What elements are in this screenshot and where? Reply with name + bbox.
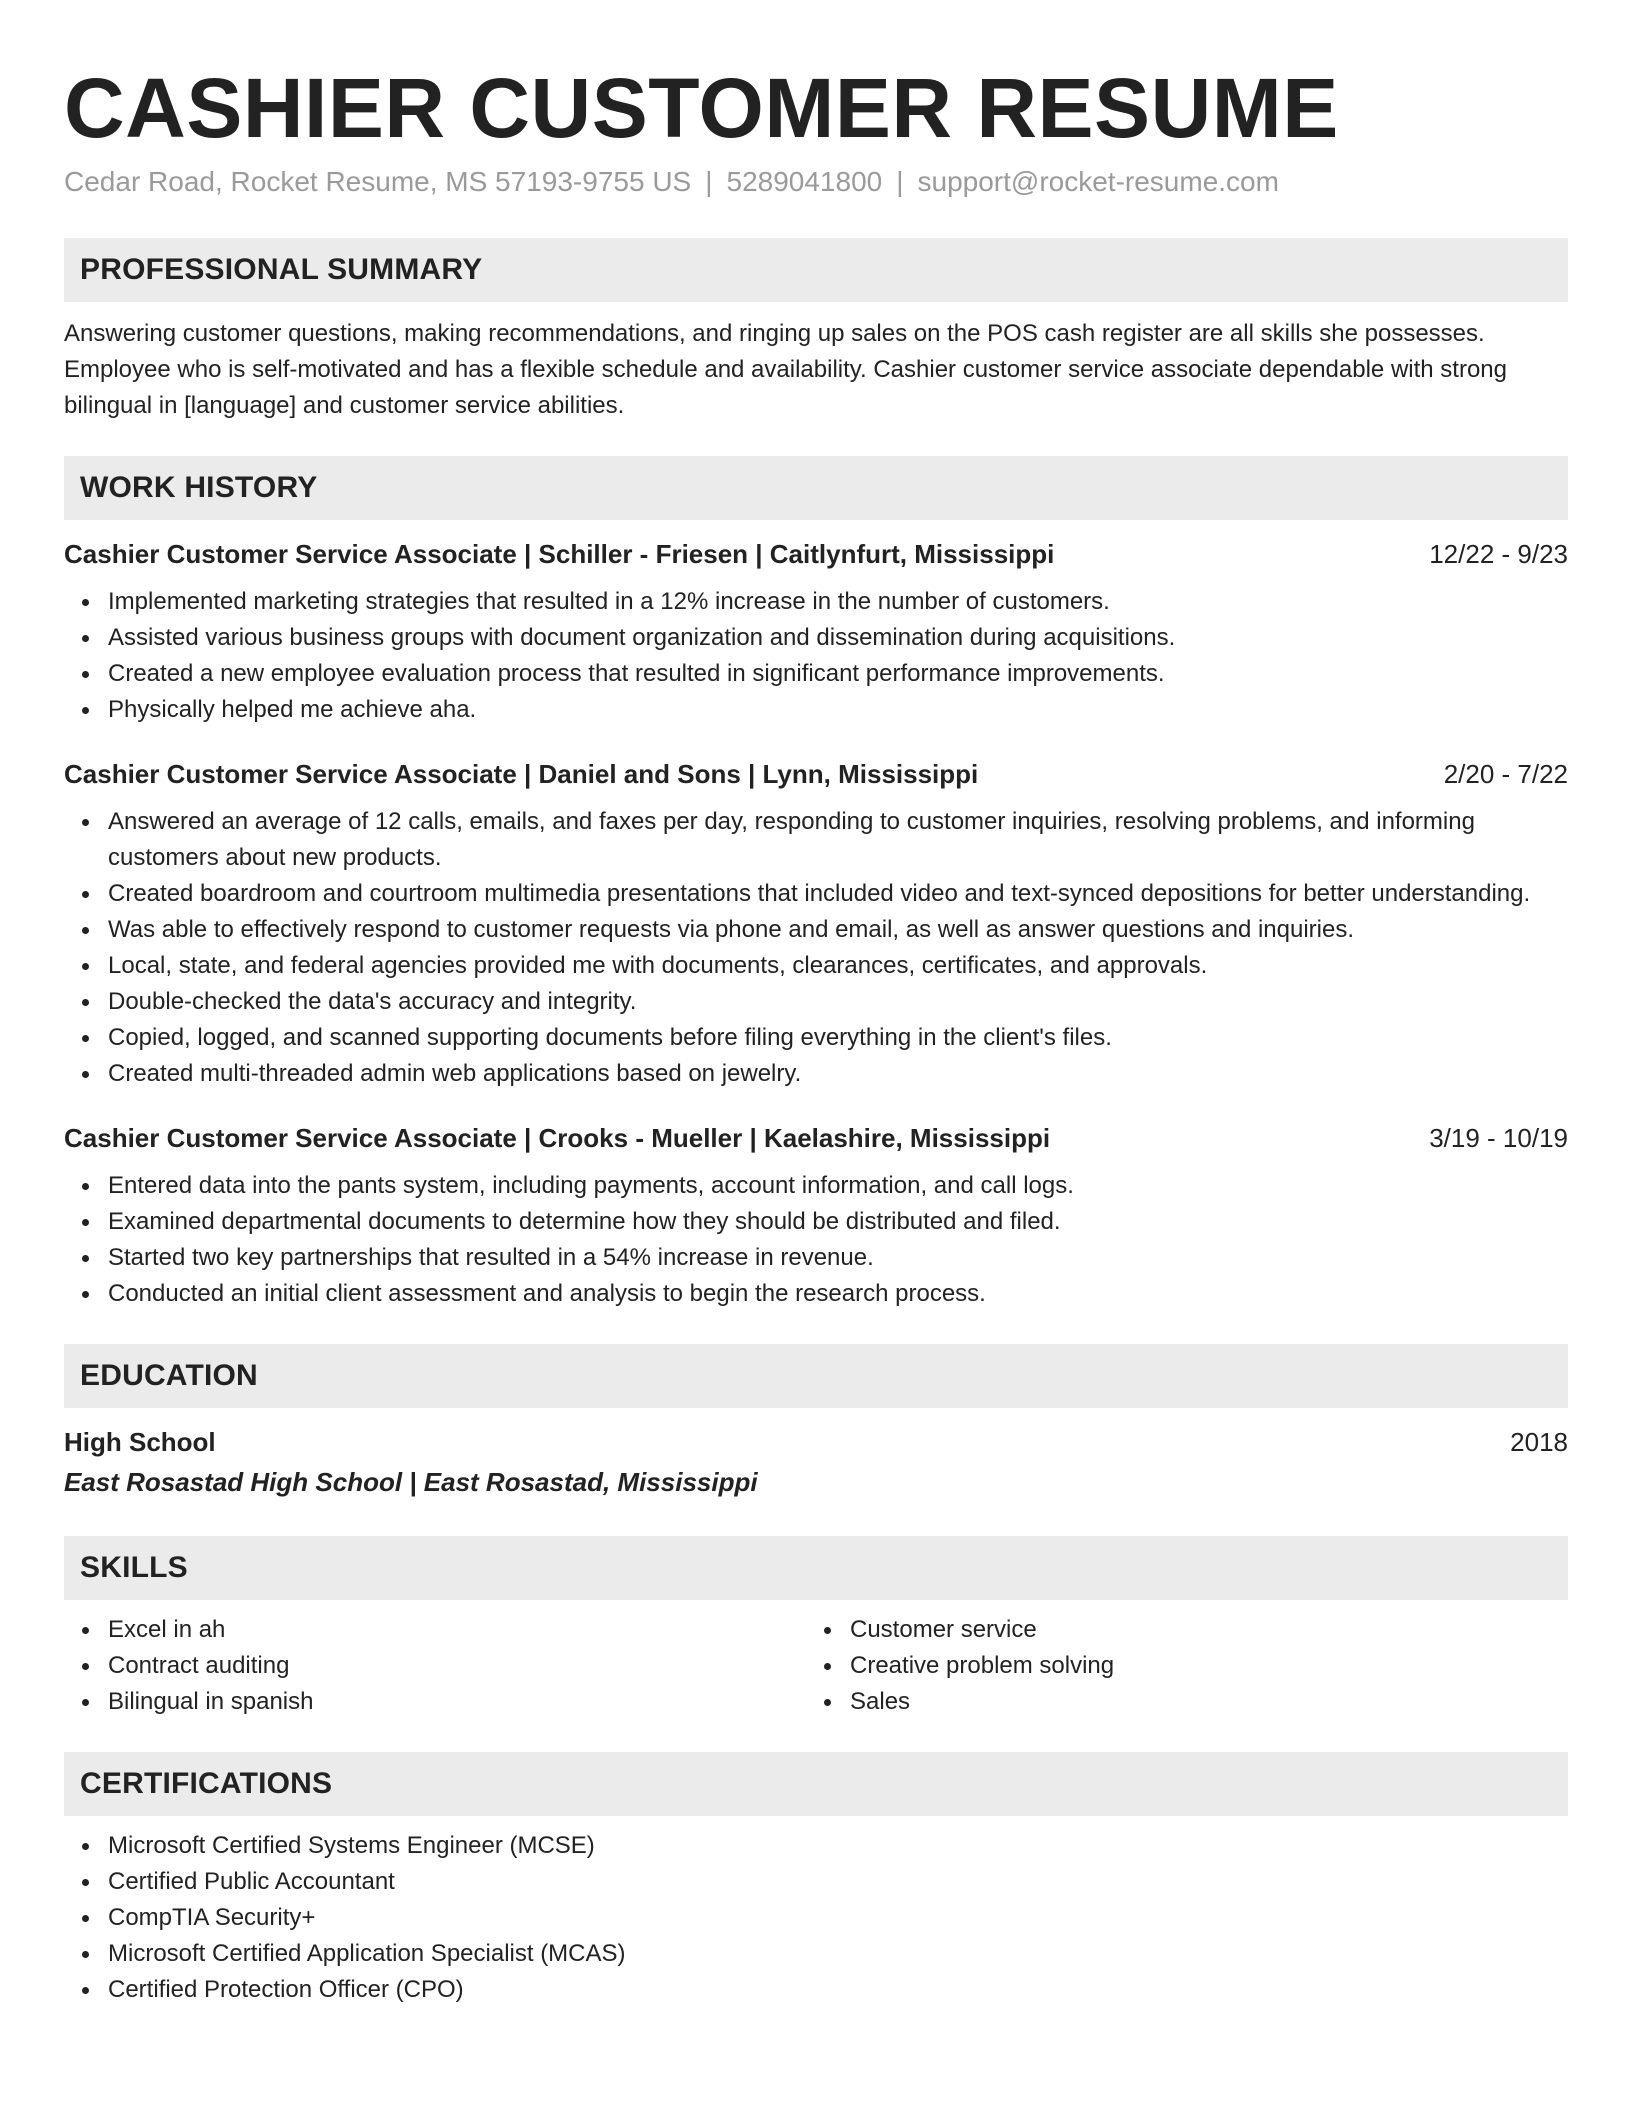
job-title: Cashier Customer Service Associate | Schiller - Friesen | Caitlynfurt, Mississippi bbox=[64, 539, 1055, 569]
job-heading-row bbox=[64, 756, 1568, 792]
education-degree: High School bbox=[64, 1427, 216, 1457]
certification-item: Microsoft Certified Systems Engineer (MCSE) bbox=[108, 1828, 1568, 1864]
job-bullet: Local, state, and federal agencies provided me with documents, clearances, certificates, and approvals. bbox=[108, 948, 1568, 984]
job-bullet: Answered an average of 12 calls, emails, and faxes per day, responding to customer inquiries, resolving problems, and informing customers about new products. bbox=[108, 804, 1568, 876]
contact-phone: 5289041800 bbox=[726, 166, 883, 197]
skills-list-right bbox=[806, 1612, 1548, 1720]
contact-email: support@rocket-resume.com bbox=[917, 166, 1279, 197]
job-dates: 3/19 - 10/19 bbox=[1429, 1123, 1568, 1153]
job-bullet: Conducted an initial client assessment and analysis to begin the research process. bbox=[108, 1276, 1568, 1312]
skill-item: Bilingual in spanish bbox=[108, 1684, 806, 1720]
certification-item: CompTIA Security+ bbox=[108, 1900, 1568, 1936]
certifications-list bbox=[64, 1828, 1568, 2008]
contact-separator: | bbox=[896, 166, 904, 197]
job-title: Cashier Customer Service Associate | Crooks - Mueller | Kaelashire, Mississippi bbox=[64, 1123, 1051, 1153]
education-year: 2018 bbox=[1510, 1427, 1568, 1457]
job-bullets bbox=[64, 804, 1568, 1092]
education-heading-row bbox=[64, 1424, 1568, 1460]
section-header-certifications: CERTIFICATIONS bbox=[64, 1752, 1568, 1816]
section-header-education: EDUCATION bbox=[64, 1344, 1568, 1408]
job-bullet: Created a new employee evaluation process that resulted in significant performance improvements. bbox=[108, 656, 1568, 692]
education-entry bbox=[64, 1424, 1568, 1500]
job-entry bbox=[64, 756, 1568, 1092]
skill-item: Sales bbox=[850, 1684, 1548, 1720]
job-bullet: Assisted various business groups with document organization and dissemination during acquisitions. bbox=[108, 620, 1568, 656]
job-entry bbox=[64, 536, 1568, 728]
job-bullet: Created boardroom and courtroom multimedia presentations that included video and text-synced depositions for better understanding. bbox=[108, 876, 1568, 912]
job-title: Cashier Customer Service Associate | Daniel and Sons | Lynn, Mississippi bbox=[64, 759, 979, 789]
skill-item: Contract auditing bbox=[108, 1648, 806, 1684]
education-school: East Rosastad High School | East Rosastad, Mississippi bbox=[64, 1467, 758, 1497]
skills-columns bbox=[64, 1600, 1568, 1720]
job-bullet: Created multi-threaded admin web applications based on jewelry. bbox=[108, 1056, 1568, 1092]
certification-item: Certified Protection Officer (CPO) bbox=[108, 1972, 1568, 2008]
skill-item: Creative problem solving bbox=[850, 1648, 1548, 1684]
contact-line bbox=[64, 164, 1568, 200]
job-bullets bbox=[64, 584, 1568, 728]
section-header-work-history: WORK HISTORY bbox=[64, 456, 1568, 520]
section-header-summary: PROFESSIONAL SUMMARY bbox=[64, 238, 1568, 302]
contact-separator: | bbox=[705, 166, 713, 197]
job-heading-row bbox=[64, 1120, 1568, 1156]
job-bullet: Entered data into the pants system, including payments, account information, and call logs. bbox=[108, 1168, 1568, 1204]
job-dates: 2/20 - 7/22 bbox=[1443, 759, 1568, 789]
skill-item: Excel in ah bbox=[108, 1612, 806, 1648]
section-header-skills: SKILLS bbox=[64, 1536, 1568, 1600]
job-bullet: Was able to effectively respond to customer requests via phone and email, as well as answer questions and inquiries. bbox=[108, 912, 1568, 948]
job-bullet: Copied, logged, and scanned supporting documents before filing everything in the client's files. bbox=[108, 1020, 1568, 1056]
job-bullet: Implemented marketing strategies that resulted in a 12% increase in the number of customers. bbox=[108, 584, 1568, 620]
job-bullet: Examined departmental documents to determine how they should be distributed and filed. bbox=[108, 1204, 1568, 1240]
job-bullet: Double-checked the data's accuracy and integrity. bbox=[108, 984, 1568, 1020]
skill-item: Customer service bbox=[850, 1612, 1548, 1648]
contact-address: Cedar Road, Rocket Resume, MS 57193-9755 US bbox=[64, 166, 692, 197]
job-bullet: Started two key partnerships that resulted in a 54% increase in revenue. bbox=[108, 1240, 1568, 1276]
resume-page bbox=[64, 0, 1568, 2008]
job-heading-row bbox=[64, 536, 1568, 572]
certification-item: Microsoft Certified Application Specialist (MCAS) bbox=[108, 1936, 1568, 1972]
job-bullets bbox=[64, 1168, 1568, 1312]
summary-text: Answering customer questions, making recommendations, and ringing up sales on the POS cash register are all skills she possesses. Employee who is self-motivated and has a flexible schedule and availability. Cashier customer service associate dependable with strong bilingual in [language] and customer service abilities. bbox=[64, 320, 1507, 419]
job-bullet: Physically helped me achieve aha. bbox=[108, 692, 1568, 728]
certification-item: Certified Public Accountant bbox=[108, 1864, 1568, 1900]
resume-name: CASHIER CUSTOMER RESUME bbox=[64, 61, 1339, 155]
skills-list-left bbox=[64, 1612, 806, 1720]
job-dates: 12/22 - 9/23 bbox=[1429, 539, 1568, 569]
job-entry bbox=[64, 1120, 1568, 1312]
